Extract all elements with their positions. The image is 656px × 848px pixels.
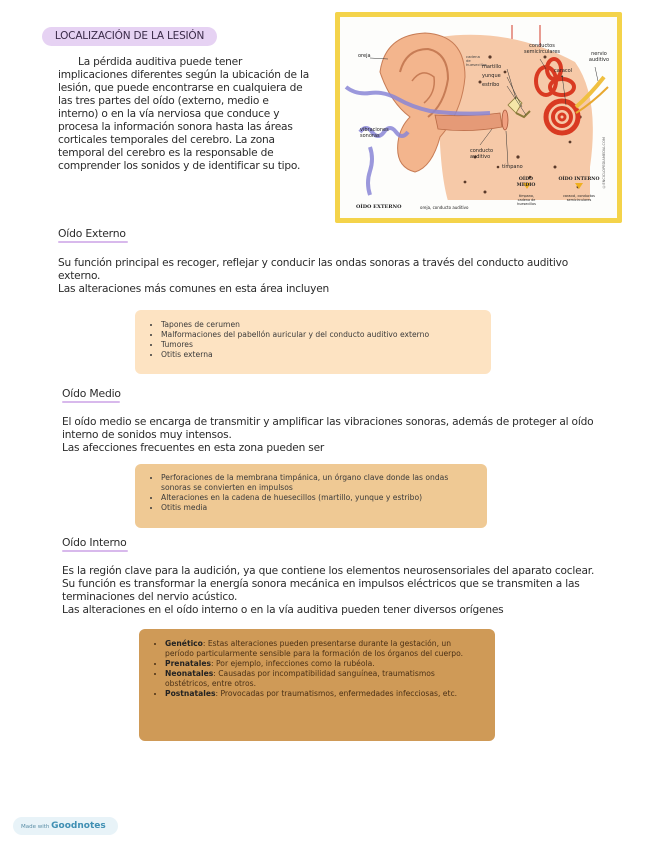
intro-line: procesa la información sonora hasta las áreas: [58, 121, 293, 133]
ear-anatomy-figure: [335, 12, 622, 223]
heading-text: Oído Interno: [62, 536, 127, 549]
item-term: Prenatales: [165, 659, 212, 668]
medio-line: Las afecciones frecuentes en esta zona pueden ser: [62, 442, 325, 454]
intro-line: las tres partes del oído (externo, medio e: [58, 95, 269, 107]
made-with-text: Made with: [21, 824, 50, 830]
interno-line: Las alteraciones en el oído interno o en la vía auditiva pueden tener diversos orígenes: [62, 604, 504, 616]
externo-line: externo.: [58, 270, 101, 282]
list-item: • Otitis media: [161, 503, 473, 513]
list-item: • Malformaciones del pabellón auricular y del conducto auditivo externo: [161, 330, 491, 340]
intro-line: corticales temporales del cerebro. La zona: [58, 134, 275, 146]
label-vibraciones-sonoras: vibraciones sonoras: [360, 127, 389, 139]
label-oido-interno-sub: caracol, conductos semicirculares: [563, 194, 595, 202]
intro-line: interno) o en la vía nerviosa que conduce y: [58, 108, 280, 120]
externo-line: Las alteraciones más comunes en esta área incluyen: [58, 283, 330, 295]
label-estribo: estribo: [482, 82, 500, 88]
label-conductos-semicirculares: conductos semicirculares: [523, 43, 561, 55]
interno-line: Su función es transformar la energía sonora mecánica en impulsos eléctricos que se transmiten a las: [62, 578, 580, 590]
list-item: • Tumores: [161, 340, 491, 350]
label-oido-externo: OÍDO EXTERNO: [356, 204, 402, 210]
goodnotes-logo: Goodnotes: [51, 821, 106, 831]
list-item: • Tapones de cerumen: [161, 320, 491, 330]
medio-paragraph: [62, 416, 632, 455]
item-term: Neonatales: [165, 669, 214, 678]
label-nervio-auditivo: nervio auditivo: [588, 51, 610, 63]
item-desc: : Causadas por incompatibilidad sanguínea, traumatismos obstétricos, entre otros.: [165, 669, 435, 688]
goodnotes-badge[interactable]: [13, 817, 118, 835]
intro-line: temporal del cerebro es la responsable de: [58, 147, 274, 159]
item-desc: : Provocadas por traumatismos, enfermedades infecciosas, etc.: [215, 689, 458, 698]
section-heading-interno: [62, 536, 127, 549]
interno-line: terminaciones del nervio acústico.: [62, 591, 238, 603]
item-desc: : Por ejemplo, infecciones como la rubéola.: [211, 659, 375, 668]
heading-underline: [62, 550, 128, 552]
heading-underline: [58, 241, 128, 243]
list-item: [165, 639, 481, 659]
list-item: • Perforaciones de la membrana timpánica, un órgano clave donde las ondas sonoras se convierten en impulsos: [161, 473, 473, 493]
ear-diagram: [340, 17, 617, 218]
intro-line: implicaciones diferentes según la ubicación de la: [58, 69, 310, 81]
externo-line: Su función principal es recoger, reflejar y conducir las ondas sonoras a través del conducto auditivo: [58, 257, 569, 269]
label-yunque: yunque: [482, 73, 501, 79]
medio-afecciones-box: [135, 464, 487, 528]
label-martillo: martillo: [482, 64, 502, 70]
item-desc: : Estas alteraciones pueden presentarse durante la gestación, un período particularmente sensible para la formación de los órganos del cuerpo.: [165, 639, 464, 658]
medio-line: interno de sonidos muy intensos.: [62, 429, 232, 441]
figure-watermark: ©ENCICLOPEDIAMEDIA.COM: [602, 137, 606, 189]
ear-illustration: [340, 17, 617, 218]
intro-line: lesión, que puede encontrarse en cualquiera de: [58, 82, 303, 94]
item-term: Genético: [165, 639, 203, 648]
label-oido-interno: OÍDO INTERNO: [558, 177, 600, 182]
heading-text: Oído Medio: [62, 387, 121, 400]
intro-line: La pérdida auditiva puede tener: [78, 56, 243, 68]
item-term: Postnatales: [165, 689, 216, 698]
label-oreja: oreja: [358, 53, 371, 59]
label-oido-externo-sub: oreja, conducto auditivo: [420, 205, 469, 210]
page-title: LOCALIZACIÓN DE LA LESIÓN: [42, 27, 217, 46]
label-caracol: caracol: [554, 68, 573, 74]
intro-line: comprender los sonidos y de identificar su tipo.: [58, 160, 301, 172]
label-conducto-auditivo: conducto auditivo: [470, 148, 494, 160]
list-item: [165, 659, 481, 669]
intro-paragraph: [58, 56, 320, 173]
externo-paragraph: [58, 257, 628, 296]
list-item: • Alteraciones en la cadena de huesecillos (martillo, yunque y estribo): [161, 493, 473, 503]
interno-line: Es la región clave para la audición, ya que contiene los elementos neurosensoriales del aparato coclear.: [62, 565, 595, 577]
heading-underline: [62, 401, 120, 403]
label-oido-medio: OÍDO MEDIO: [516, 177, 536, 188]
label-cadena-huesecillos: cadena de huesecillos: [466, 54, 488, 68]
interno-origenes-box: [139, 629, 495, 741]
label-oido-medio-sub: tímpano, cadena de huesecillos: [517, 194, 536, 206]
list-item: [165, 669, 481, 689]
list-item: • Otitis externa: [161, 350, 491, 360]
heading-text: Oído Externo: [58, 227, 126, 240]
section-heading-medio: [62, 387, 121, 400]
section-heading-externo: [58, 227, 126, 240]
label-timpano: tímpano: [502, 164, 523, 170]
list-item: [165, 689, 481, 699]
interno-paragraph: [62, 565, 632, 617]
externo-alterations-box: [135, 310, 491, 374]
medio-line: El oído medio se encarga de transmitir y amplificar las vibraciones sonoras, además de proteger al oído: [62, 416, 594, 428]
